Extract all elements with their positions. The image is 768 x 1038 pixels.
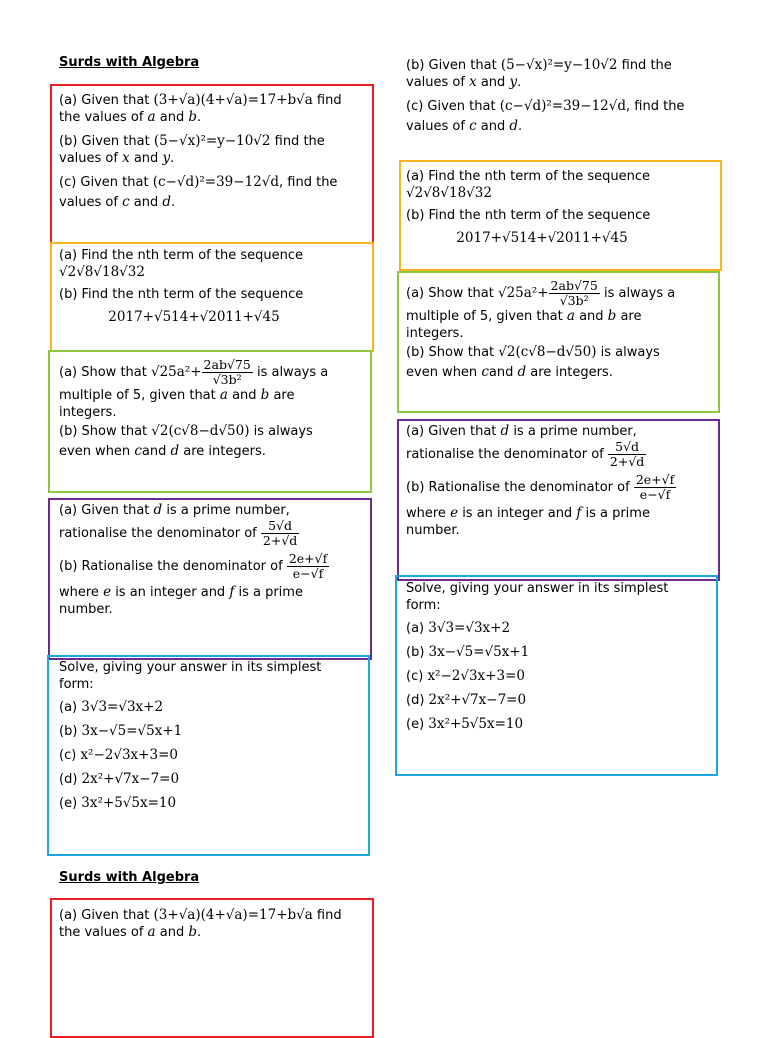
text-fragment: .: [518, 119, 523, 134]
equation-a: (3+√a)(4+√a)=17+b√a: [153, 907, 313, 923]
variable: b: [188, 109, 197, 125]
question-a-label: (a) Given that: [59, 93, 154, 108]
question-c-label: (c) Given that: [406, 99, 500, 114]
blue-question-text-right: [406, 580, 714, 733]
green-question-text-right: [406, 279, 718, 381]
item-label: (a): [406, 621, 429, 636]
variable: a: [219, 387, 228, 403]
equation-a: (3+√a)(4+√a)=17+b√a: [153, 92, 313, 108]
text-fragment: is an integer and: [111, 585, 230, 600]
green-question-text: [59, 358, 369, 460]
text-fragment: are: [616, 309, 642, 324]
variable: b: [260, 387, 270, 403]
question-c-label: (c) Given that: [59, 175, 153, 190]
variable: a: [147, 109, 156, 125]
variable: c: [469, 118, 477, 134]
text-fragment: find: [312, 93, 342, 108]
text-fragment: is a prime: [234, 585, 303, 600]
item-label: (e): [406, 717, 429, 732]
text-fragment: are: [269, 388, 295, 403]
variable: c: [122, 194, 130, 210]
variable: f: [229, 584, 235, 600]
variable: y: [509, 74, 518, 90]
variable: x: [122, 150, 130, 166]
text-fragment: and: [155, 110, 189, 125]
purple-question-text: [59, 502, 369, 618]
text-fragment: is a prime number,: [162, 503, 290, 518]
text-fragment: and: [488, 365, 518, 380]
variable: d: [162, 194, 172, 210]
text-fragment: find the: [270, 134, 325, 149]
fraction: [261, 519, 299, 548]
sequence-a: √2√8√18√32: [59, 264, 145, 280]
text-fragment: integers.: [59, 405, 117, 420]
instruction-text: Solve, giving your answer in its simplest: [406, 581, 669, 596]
text-fragment: values of: [59, 151, 123, 166]
item-label: (c): [406, 669, 428, 684]
fraction: [634, 473, 676, 502]
fraction-denominator: 2+√d: [262, 533, 298, 548]
text-fragment: is a prime number,: [509, 424, 637, 439]
orange-question-text-right: [406, 168, 718, 247]
sequence-a: √2√8√18√32: [406, 185, 492, 201]
question-a-label: (a) Find the nth term of the sequence: [406, 169, 650, 184]
variable: d: [153, 502, 163, 518]
question-a-label: (a) Given that: [59, 908, 154, 923]
text-fragment: and: [155, 925, 189, 940]
equation: 3x−√5=√5x+1: [428, 644, 530, 660]
equation-part: √25a²+: [497, 285, 549, 301]
text-fragment: the values of: [59, 925, 148, 940]
item-label: (b): [59, 724, 82, 739]
fraction: [549, 279, 600, 308]
text-fragment: values of: [59, 195, 123, 210]
variable: c: [481, 364, 489, 380]
equation: 3x²+5√5x=10: [428, 716, 524, 732]
question-a-label: (a) Show that: [59, 365, 151, 380]
text-fragment: rationalise the denominator of: [406, 447, 608, 462]
question-a-label: (a) Given that: [59, 503, 154, 518]
text-fragment: the values of: [59, 110, 148, 125]
fraction-numerator: 5√d: [261, 519, 299, 534]
page-title-repeat: Surds with Algebra: [59, 870, 200, 885]
text-fragment: , find the: [279, 175, 338, 190]
orange-question-text: [59, 247, 369, 326]
fraction-denominator: e−√f: [639, 487, 671, 502]
text-fragment: values of: [406, 119, 470, 134]
text-fragment: values of: [406, 75, 470, 90]
variable: e: [450, 505, 459, 521]
question-b-label: (b) Given that: [406, 58, 501, 73]
text-fragment: is always: [596, 345, 660, 360]
variable: b: [607, 308, 617, 324]
equation: 3√3=√3x+2: [428, 620, 511, 636]
fraction: [202, 358, 253, 387]
question-a-label: (a) Given that: [406, 424, 501, 439]
question-b-label: (b) Rationalise the denominator of: [59, 559, 287, 574]
equation: 2x²+√7x−7=0: [428, 692, 527, 708]
fraction-numerator: 2e+√f: [288, 551, 328, 566]
item-label: (c): [59, 748, 81, 763]
variable: d: [170, 443, 180, 459]
equation-b: (5−√x)²=y−10√2: [500, 57, 618, 73]
blue-question-text: [59, 659, 364, 812]
variable: a: [566, 308, 575, 324]
text-fragment: .: [197, 110, 202, 125]
text-fragment: is always a: [252, 365, 329, 380]
fraction-denominator: e−√f: [292, 566, 324, 581]
right-top-question-text: [406, 57, 726, 135]
text-fragment: integers.: [406, 326, 464, 341]
fraction-numerator: 2ab√75: [203, 357, 251, 372]
purple-question-text-right: [406, 423, 718, 539]
text-fragment: where: [406, 506, 451, 521]
text-fragment: are integers.: [526, 365, 613, 380]
item-label: (e): [59, 796, 82, 811]
red-question-text: [59, 92, 369, 211]
variable: y: [162, 150, 171, 166]
question-b-label: (b) Find the nth term of the sequence: [59, 287, 304, 302]
text-fragment: is always: [249, 424, 313, 439]
text-fragment: and: [476, 75, 510, 90]
equation: x²−2√3x+3=0: [427, 668, 525, 684]
variable: e: [103, 584, 112, 600]
equation-b: √2(c√8−d√50): [498, 344, 597, 360]
text-fragment: and: [129, 151, 163, 166]
text-fragment: multiple of 5, given that: [59, 388, 220, 403]
fraction-numerator: 2ab√75: [550, 278, 598, 293]
item-label: (d): [406, 693, 429, 708]
text-fragment: and: [227, 388, 261, 403]
text-fragment: even when: [59, 444, 135, 459]
variable: b: [188, 924, 197, 940]
fraction-denominator: 2+√d: [609, 454, 645, 469]
text-fragment: find: [312, 908, 342, 923]
equation-b: (5−√x)²=y−10√2: [153, 133, 271, 149]
fraction-numerator: 2e+√f: [635, 472, 675, 487]
sequence-b: 2017+√514+√2011+√45: [456, 230, 628, 246]
text-fragment: number.: [406, 523, 460, 538]
variable: d: [500, 423, 510, 439]
question-b-label: (b) Rationalise the denominator of: [406, 480, 634, 495]
text-fragment: and: [129, 195, 163, 210]
fraction: [287, 552, 329, 581]
text-fragment: even when: [406, 365, 482, 380]
variable: a: [147, 924, 156, 940]
text-fragment: rationalise the denominator of: [59, 526, 261, 541]
text-fragment: and: [141, 444, 171, 459]
text-fragment: is a prime: [581, 506, 650, 521]
text-fragment: find the: [617, 58, 672, 73]
equation: 3√3=√3x+2: [81, 699, 164, 715]
equation-c: (c−√d)²=39−12√d: [152, 174, 280, 190]
text-fragment: number.: [59, 602, 113, 617]
text-fragment: multiple of 5, given that: [406, 309, 567, 324]
question-b-label: (b) Show that: [59, 424, 152, 439]
text-fragment: .: [171, 195, 176, 210]
fraction: [608, 440, 646, 469]
question-b-label: (b) Show that: [406, 345, 499, 360]
equation-part: √25a²+: [150, 364, 202, 380]
variable: d: [517, 364, 527, 380]
fraction-numerator: 5√d: [608, 440, 646, 455]
text-fragment: and: [574, 309, 608, 324]
instruction-text: form:: [59, 677, 94, 692]
variable: x: [469, 74, 477, 90]
item-label: (b): [406, 645, 429, 660]
instruction-text: form:: [406, 598, 441, 613]
page-title: Surds with Algebra: [59, 55, 200, 70]
equation: 2x²+√7x−7=0: [81, 771, 180, 787]
instruction-text: Solve, giving your answer in its simplest: [59, 660, 322, 675]
text-fragment: .: [197, 925, 202, 940]
text-fragment: and: [476, 119, 510, 134]
text-fragment: where: [59, 585, 104, 600]
question-a-label: (a) Show that: [406, 286, 498, 301]
variable: f: [576, 505, 582, 521]
equation: 3x²+5√5x=10: [81, 795, 177, 811]
question-b-label: (b) Find the nth term of the sequence: [406, 208, 651, 223]
text-fragment: is an integer and: [458, 506, 577, 521]
equation-b: √2(c√8−d√50): [151, 423, 250, 439]
text-fragment: .: [517, 75, 522, 90]
text-fragment: .: [170, 151, 175, 166]
fraction-denominator: √3b²: [212, 372, 242, 387]
question-a-label: (a) Find the nth term of the sequence: [59, 248, 303, 263]
item-label: (a): [59, 700, 82, 715]
fraction-denominator: √3b²: [559, 293, 589, 308]
variable: c: [134, 443, 142, 459]
sequence-b: 2017+√514+√2011+√45: [108, 309, 280, 325]
text-fragment: is always a: [599, 286, 676, 301]
equation-c: (c−√d)²=39−12√d: [499, 98, 627, 114]
equation: 3x−√5=√5x+1: [81, 723, 183, 739]
question-b-label: (b) Given that: [59, 134, 154, 149]
text-fragment: are integers.: [179, 444, 266, 459]
text-fragment: , find the: [626, 99, 685, 114]
red-question-text-repeat: [59, 907, 369, 941]
item-label: (d): [59, 772, 82, 787]
variable: d: [509, 118, 519, 134]
equation: x²−2√3x+3=0: [80, 747, 178, 763]
